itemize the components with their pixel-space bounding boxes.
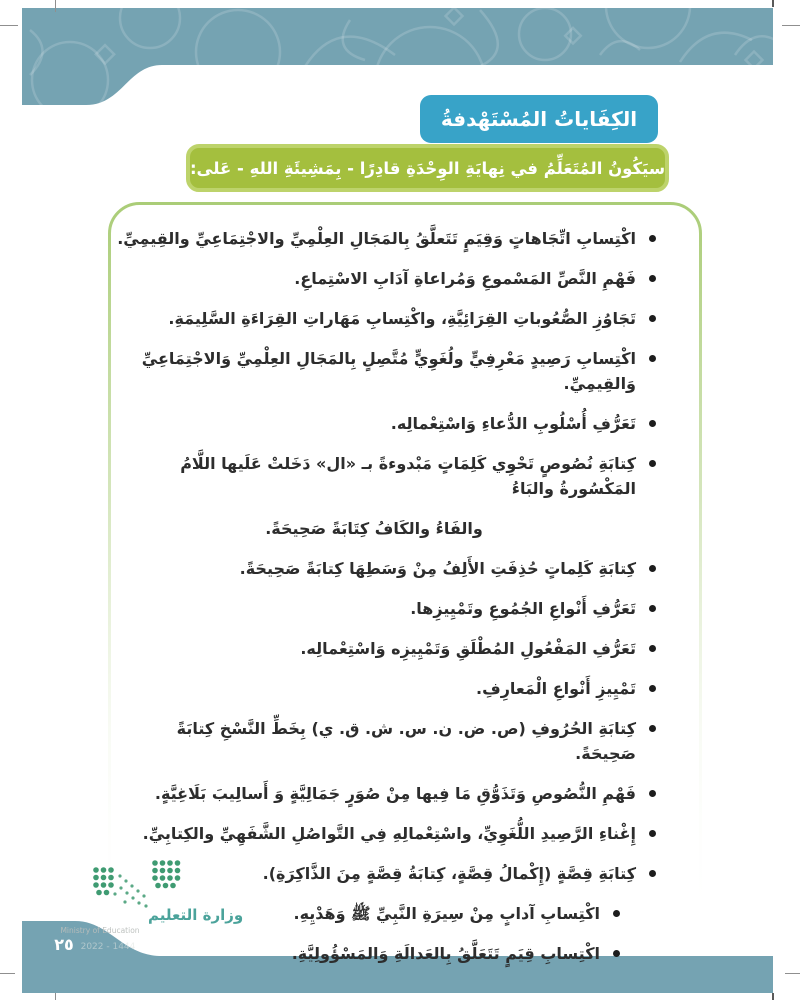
list-item xyxy=(112,636,658,661)
bullet-dot xyxy=(649,685,656,692)
bullet-text: اكْتِسابِ آدابٍ مِنْ سِيرَةِ النَّبِيِّ ﷺ وَهَدْيِهِ. xyxy=(293,904,600,923)
bullet-dot xyxy=(649,645,656,652)
crop-mark xyxy=(0,25,18,26)
ministry-wordmark-en: Ministry of Education xyxy=(60,926,140,935)
bullet-dot xyxy=(649,420,656,427)
bullet-dot xyxy=(649,830,656,837)
intro-text: سيَكُونُ المُتَعَلِّمُ في نِهايَةِ الوِحْدَةِ قادِرًا - بِمَشِيئَةِ اللهِ - عَلى: xyxy=(189,158,666,178)
list-item xyxy=(112,861,658,886)
bullet-dot xyxy=(649,460,656,467)
bullet-dot xyxy=(649,235,656,242)
bullet-text: تَجَاوُزِ الصُّعُوباتِ القِرَائِيَّةِ، واكْتِسابِ مَهَاراتِ القِرَاءَةِ السَّلِيمَةِ. xyxy=(168,309,636,328)
list-item xyxy=(112,821,658,846)
bullet-dot xyxy=(649,275,656,282)
list-item xyxy=(112,451,658,541)
bullet-text: تَعَرُّفِ أَنْواعِ الجُمُوعِ وتَمْيِيزِها. xyxy=(410,599,636,618)
bullet-text: كِتابَةِ قِصَّةٍ (إِكْمالُ قِصَّةٍ، كِتابَةُ قِصَّةٍ مِنَ الذَّاكِرَةِ). xyxy=(262,864,636,883)
bullet-text-line2: والفَاءُ والكَافُ كِتَابَةً صَحِيحَةً. xyxy=(265,519,483,538)
list-item xyxy=(112,266,658,291)
header-band-shape xyxy=(22,8,773,105)
list-item xyxy=(112,306,658,331)
list-item xyxy=(112,226,658,251)
bullet-text: تَعَرُّفِ أُسْلُوبِ الدُّعاءِ وَاسْتِعْمالِه. xyxy=(390,414,636,433)
list-item xyxy=(112,556,658,581)
bullet-text: اكْتِسابِ قِيَمٍ تَتَعَلَّقُ بِالعَدالَةِ وَالمَسْؤُولِيَّةِ. xyxy=(291,944,600,963)
bullet-text: تَمْيِيزِ أَنْواعِ الْمَعارِفِ. xyxy=(476,679,636,698)
list-item xyxy=(112,411,658,436)
competencies-list-area xyxy=(112,214,658,981)
bullet-dot xyxy=(649,605,656,612)
list-item xyxy=(112,901,622,926)
bullet-dot xyxy=(613,910,620,917)
list-item xyxy=(112,596,658,621)
list-item xyxy=(112,941,622,966)
bullet-text: كِتابَةِ نُصُوصٍ تَحْوِي كَلِمَاتٍ مَبْدوءةً بـ «ال» دَخَلتْ عَلَيها اللَّامُ المَكْسُورةُ والبَاءُ xyxy=(180,454,636,498)
bullet-dot xyxy=(613,950,620,957)
bullet-text: كِتابَةِ كَلِماتٍ حُذِفَتِ الأَلِفُ مِنْ وَسَطِهَا كِتابَةً صَحِيحَةً. xyxy=(239,559,636,578)
bullet-dot xyxy=(649,565,656,572)
bullet-text: إِغْناءِ الرَّصِيدِ اللُّغَوِيِّ، واسْتِعْمالِهِ فِي التَّواصُلِ الشَّفَهِيِّ والكِتابِيِّ. xyxy=(142,824,636,843)
page-number: ٢٥ xyxy=(54,935,74,954)
crop-mark xyxy=(55,0,56,12)
bullet-text: فَهْمِ النَّصِّ المَسْموعِ وَمُراعاةِ آدَابِ الاسْتِماعِ. xyxy=(294,269,636,288)
bullet-text: اكْتِسابِ رَصِيدٍ مَعْرِفِيٍّ ولُغَوِيٍّ مُتَّصِلٍ بِالمَجَالِ العِلْمِيِّ وَالاجْتِمَاعِيِّ وَالقِيمِيِّ. xyxy=(141,349,636,393)
competencies-list xyxy=(112,214,658,966)
intro-box xyxy=(186,144,669,192)
bullet-dot xyxy=(649,355,656,362)
bullet-text: تَعَرُّفِ المَفْعُولِ المُطْلَقِ وَتَمْيِيزِه وَاسْتِعْمالِه. xyxy=(300,639,636,658)
bullet-dot xyxy=(649,790,656,797)
section-title-box xyxy=(420,95,658,143)
section-title: الكِفَاياتُ المُسْتَهْدفةُ xyxy=(440,107,638,131)
crop-mark xyxy=(772,0,774,7)
list-item xyxy=(112,781,658,806)
bullet-text: فَهْمِ النُّصُوصِ وَتَذَوُّقِ مَا فِيها مِنْ صُوَرٍ جَمَالِيَّةٍ وَ أَسالِيبَ بَلَاغِيَّةٍ. xyxy=(154,784,636,803)
ministry-wordmark-ar: وزارة التعليم xyxy=(148,906,244,924)
crop-mark xyxy=(782,25,800,26)
bullet-text: كِتابَةِ الحُرُوفِ (ص. ض. ن. س. ش. ق. ي) بِخَطِّ النَّسْخِ كِتابَةً صَحِيحَةً. xyxy=(176,719,636,763)
bullet-dot xyxy=(649,725,656,732)
bullet-dot xyxy=(649,870,656,877)
bullet-dot xyxy=(649,315,656,322)
bullet-text: اكْتِسابِ اتِّجَاهاتٍ وَقِيَمٍ تَتَعلَّقُ بِالمَجَالِ العِلْمِيِّ والاجْتِمَاعِيِّ والقِيمِيِّ. xyxy=(117,229,636,248)
list-item xyxy=(112,676,658,701)
edition-year: 2022 - 1444 xyxy=(80,942,136,952)
list-item xyxy=(112,716,658,766)
header-band xyxy=(0,0,800,120)
list-item xyxy=(112,346,658,396)
